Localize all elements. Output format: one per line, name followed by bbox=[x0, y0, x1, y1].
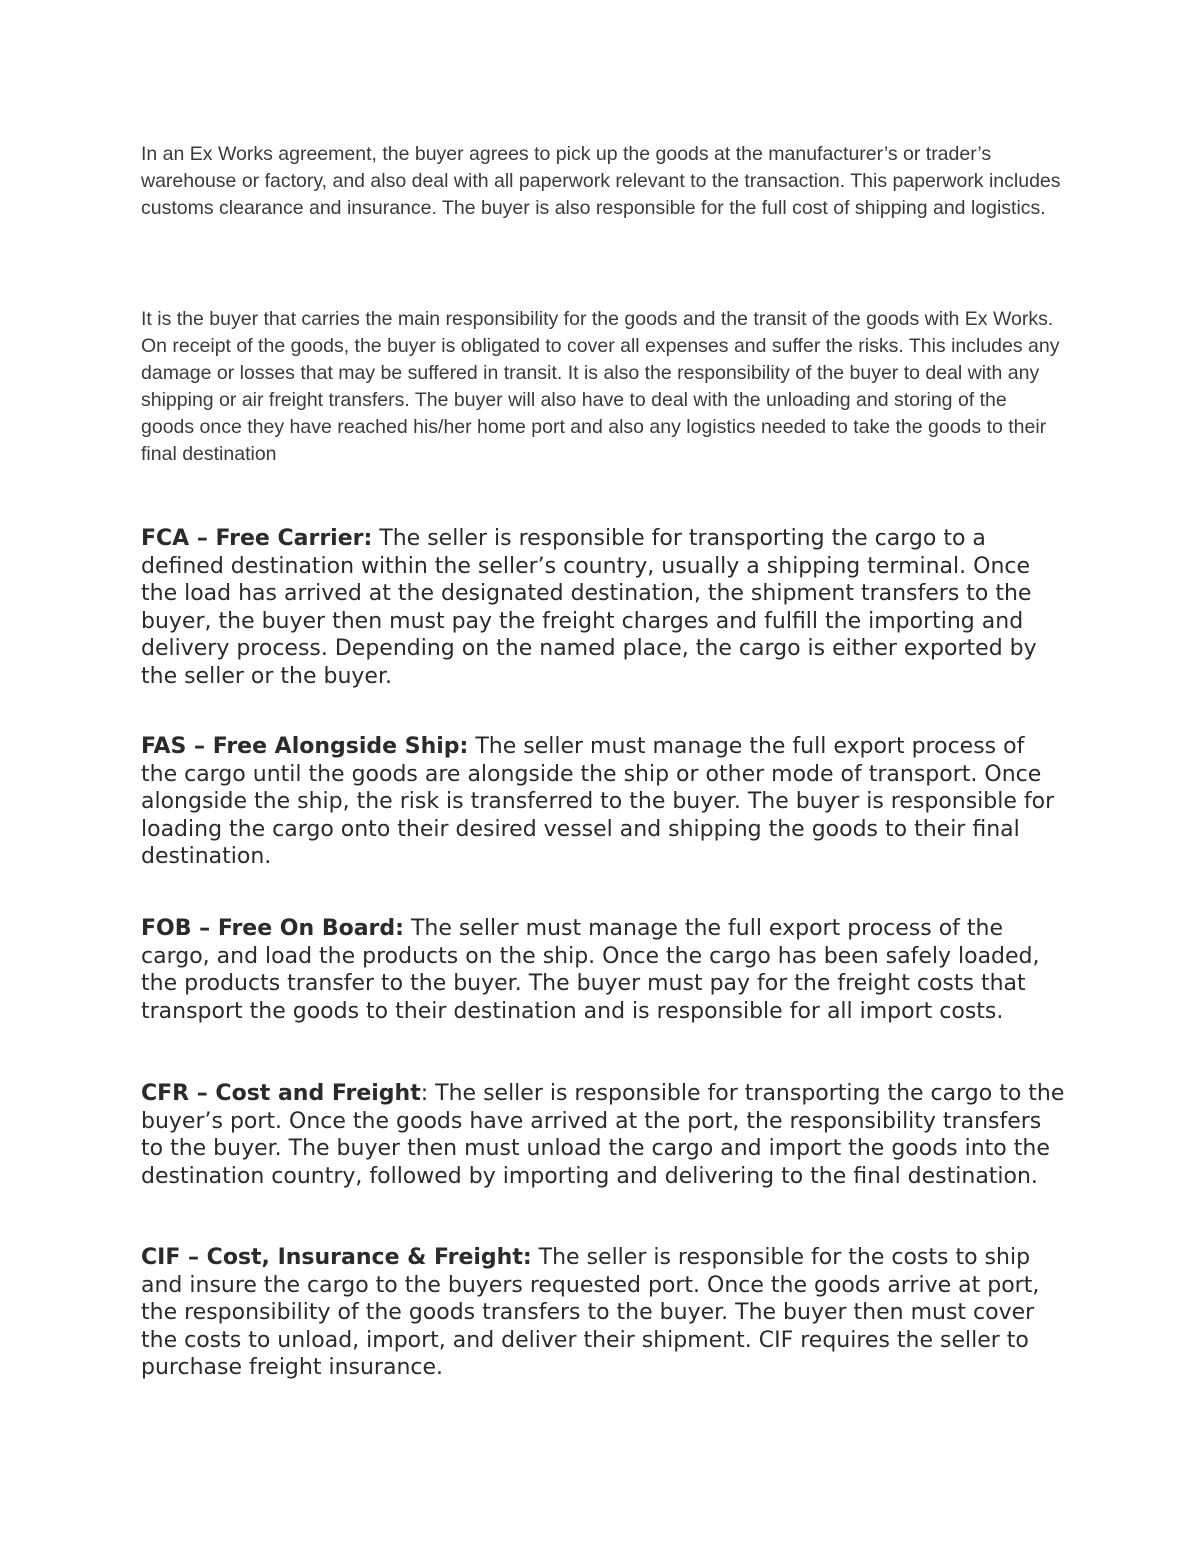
term-fob-heading: FOB – Free On Board: bbox=[141, 916, 404, 941]
term-cfr bbox=[141, 1080, 1066, 1190]
buyer-responsibility-paragraph: It is the buyer that carries the main responsibility for the goods and the transit of the goods with Ex Works. On receipt of the goods, the buyer is obligated to cover all expenses and suffer the risks. This includes any damage or losses that may be suffered in transit. It is also the responsibility of the buyer to deal with any shipping or air freight transfers. The buyer will also have to deal with the unloading and storing of the goods once they have reached his/her home port and also any logistics needed to take the goods to their final destination bbox=[141, 308, 1060, 465]
term-cif-body: The seller is responsible for the costs to ship and insure the cargo to the buyers requested port. Once the goods arrive at port, the responsibility of the goods transfers to the buyer. The buyer then must cover the costs to unload, import, and deliver their shipment. CIF requires the seller to purchase freight insurance. bbox=[141, 1245, 1040, 1380]
term-fob-body: The seller must manage the full export process of the cargo, and load the products on the ship. Once the cargo has been safely loaded, the products transfer to the buyer. The buyer must pay for the freight costs that transport the goods to their destination and is responsible for all import costs. bbox=[141, 916, 1040, 1024]
term-fca bbox=[141, 525, 1066, 690]
term-cfr-body: The seller is responsible for transporting the cargo to the buyer’s port. Once the goods have arrived at the port, the responsibility transfers to the buyer. The buyer then must unload the cargo and import the goods into the destination country, followed by importing and delivering to the final destination. bbox=[141, 1081, 1065, 1189]
term-cif-heading: CIF – Cost, Insurance & Freight: bbox=[141, 1245, 532, 1270]
term-fca-heading: FCA – Free Carrier: bbox=[141, 526, 373, 551]
term-fas-heading: FAS – Free Alongside Ship: bbox=[141, 734, 469, 759]
term-fas-body: The seller must manage the full export process of the cargo until the goods are alongside the ship or other mode of transport. Once alongside the ship, the risk is transferred to the buyer. The buyer is responsible for loading the cargo onto their desired vessel and shipping the goods to their final destination. bbox=[141, 734, 1055, 869]
term-fob-separator bbox=[404, 916, 411, 941]
term-cif bbox=[141, 1244, 1066, 1382]
term-fas bbox=[141, 733, 1066, 871]
term-cfr-heading: CFR – Cost and Freight bbox=[141, 1081, 421, 1106]
ex-works-agreement-paragraph: In an Ex Works agreement, the buyer agrees to pick up the goods at the manufacturer’s or trader’s warehouse or factory, and also deal with all paperwork relevant to the transaction. This paperwork includes customs clearance and insurance. The buyer is also responsible for the full cost of shipping and logistics. bbox=[141, 143, 1061, 219]
term-fob bbox=[141, 915, 1066, 1025]
term-fca-body: The seller is responsible for transporting the cargo to a defined destination within the seller’s country, usually a shipping terminal. Once the load has arrived at the designated destination, the shipment transfers to the buyer, the buyer then must pay the freight charges and fulfill the importing and delivery process. Depending on the named place, the cargo is either exported by the seller or the buyer. bbox=[141, 526, 1037, 689]
term-cif-separator bbox=[532, 1245, 539, 1270]
term-cfr-separator: : bbox=[420, 1081, 436, 1106]
